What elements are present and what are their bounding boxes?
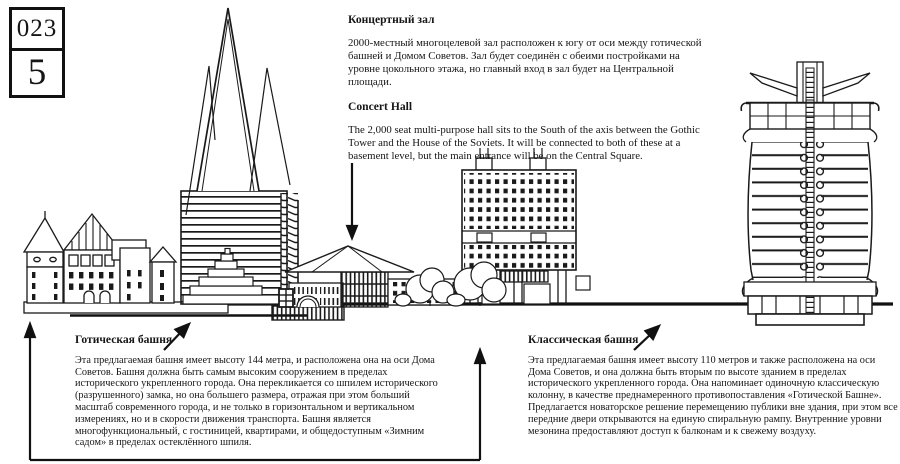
tent-roof (285, 246, 414, 272)
concert-hall-heading-ru: Концертный зал (348, 13, 435, 26)
sheet-number-top: 023 (9, 7, 65, 51)
castle-pyramid-roof (150, 247, 176, 262)
trees (395, 262, 506, 306)
concert-hall-text-block (348, 13, 706, 174)
gothic-tower-body: Эта предлагаемая башня имеет высоту 144 метра, и расположена она на оси Дома Советов. Башня должна быть самым высоким сооружением в пределах исторического укрепленного города. Она перекликается со шпилем исторического (разрушенного) замка, но она большего размера, отражая при этом больший масштаб современного города, и не только в горизонтальном и вертикальном измерениях, но и в скорости движения транспорта. Башня является многофункциональный, с гостиницей, квартирами, и общедоступным «Зимним садом» в пределах остеклённого шпиля. (75, 354, 438, 449)
classical-tower-heading: Классическая башня (528, 333, 639, 346)
concert-hall-body-ru: 2000-местный многоцелевой зал расположен к югу от оси между готической башней и Домом Советов. Зал будет соединён с обеими постройками на уровне цокольного этажа, но главный вход в зал будет на Центральной площади. (348, 37, 702, 88)
tower-plinth (756, 314, 864, 325)
castle-cone-roof (24, 218, 64, 252)
gothic-tower-drawing (181, 8, 298, 304)
tower-wing-right (823, 73, 870, 96)
sheet-number-bottom: 5 (9, 48, 65, 98)
entrance-canopy (500, 271, 548, 282)
arrow-to-castle (25, 324, 35, 460)
sheet-number-badge (9, 7, 65, 98)
concert-hall-body-en: The 2,000 seat multi-purpose hall sits to the South of the axis between the Gothic Tower and the House of the Soviets. It will be connected to both of these at a basement level, but the main entrance will be on the Central Square. (348, 124, 700, 162)
slab-annex (576, 276, 590, 290)
gothic-tower-heading: Готическая башня (75, 333, 173, 346)
classical-tower-drawing (741, 62, 879, 325)
classical-tower-text-block (528, 334, 900, 448)
gothic-tower-text-block (75, 334, 439, 460)
castle-door (100, 291, 110, 303)
castle-door (84, 291, 94, 303)
base-colonnade (272, 306, 344, 320)
clerestory (341, 272, 388, 307)
tower-wing-left (750, 73, 797, 96)
tower-base-molding (744, 282, 876, 296)
concert-hall-heading-en: Concert Hall (348, 100, 413, 113)
classical-tower-body: Эта предлагаемая башня имеет высоту 110 метров и также расположена на оси Дома Советов, и она должна быть вторым по высоте зданием в пределах исторического укрепленного города. Она напоминает одиночную классическую колонну, в качестве преднамеренного противопоставления «Готической Башне». Предлагается новаторское решение перемещению публики вне здания, при этом все передние двери открываются на единую спиральную рампу. Внутренние уровни мезонина предоставляют доступ к балконам и к свежему воздуху. (528, 354, 898, 437)
arrow-to-concert-hall-roof (347, 163, 357, 238)
arrow-to-concert-hall-base (475, 350, 485, 460)
